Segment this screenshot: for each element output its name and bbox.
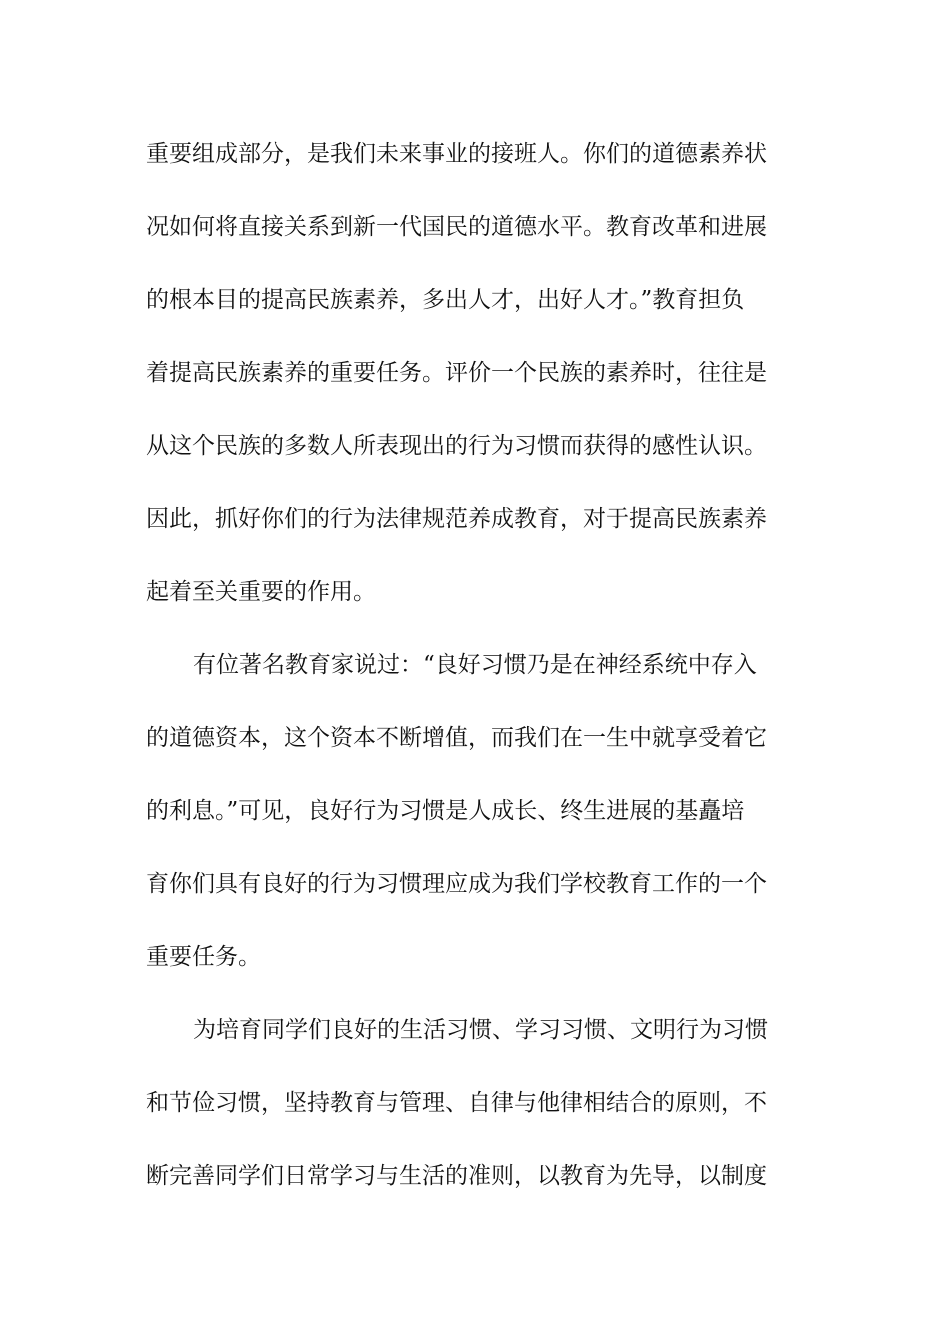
text-line: 因此，抓好你们的行为法律规范养成教育，对于提高民族素养: [146, 506, 767, 532]
text-line: 重要组成部分，是我们未来事业的接班人。你们的道德素养状: [146, 141, 767, 167]
text-line: 和节俭习惯，坚持教育与管理、自律与他律相结合的原则，不: [146, 1090, 767, 1116]
text-line: 从这个民族的多数人所表现出的行为习惯而获得的感性认识。: [146, 433, 767, 459]
text-line: 断完善同学们日常学习与生活的准则，以教育为先导，以制度: [146, 1163, 767, 1189]
text-line: 着提高民族素养的重要任务。评价一个民族的素养时，往往是: [146, 360, 767, 386]
paragraph-first-line: 为培育同学们良好的生活习惯、学习习惯、文明行为习惯: [193, 1017, 768, 1043]
text-line: 的道德资本，这个资本不断增值，而我们在一生中就享受着它: [146, 725, 767, 751]
text-line: 重要任务。: [146, 944, 261, 970]
text-line: 况如何将直接关系到新一代国民的道德水平。教育改革和进展: [146, 214, 767, 240]
text-line: 育你们具有良好的行为习惯理应成为我们学校教育工作的一个: [146, 871, 767, 897]
text-line: 的根本目的提高民族素养，多出人才，出好人才。”教育担负: [146, 287, 745, 313]
text-line: 的利息。”可见，良好行为习惯是人成长、终生进展的基矗培: [146, 798, 745, 824]
text-line: 起着至关重要的作用。: [146, 579, 376, 605]
paragraph-first-line: 有位著名教育家说过：“良好习惯乃是在神经系统中存入: [193, 652, 757, 678]
